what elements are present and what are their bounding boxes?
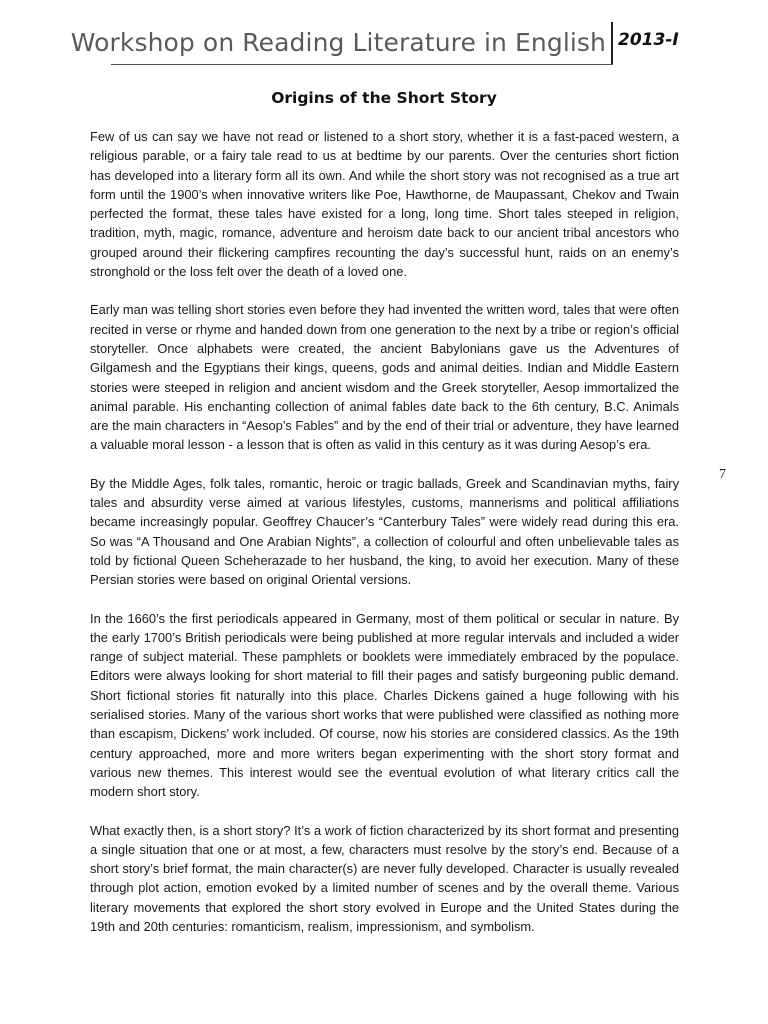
- page-header: [0, 0, 768, 70]
- header-title: Workshop on Reading Literature in English: [70, 28, 606, 57]
- page-number: 7: [719, 467, 726, 482]
- header-divider: [611, 22, 613, 64]
- paragraph-5: What exactly then, is a short story? It’s a work of fiction characterized by its short format and presenting a single situation that one or at most, a few, characters must resolve by the story’s end. Because of a short story’s brief format, the main character(s) are never fully developed. Character is usually revealed through plot action, emotion evoked by a limited number of scenes and by the overall theme. Various literary movements that explored the short story evolved in Europe and the United States during the 19th and 20th centuries: romanticism, realism, impressionism, and symbolism.: [90, 822, 679, 934]
- paragraph-2: Early man was telling short stories even before they had invented the written word, tales that were often recited in verse or rhyme and handed down from one generation to the next by a tribe or region’s official storyteller. Once alphabets were created, the ancient Babylonians gave us the Adventures of Gilgamesh and the Egyptians their kings, queens, gods and animal deities. Indian and Middle Eastern stories were steeped in religion and ancient wisdom and the Greek storyteller, Aesop immortalized the animal parable. His enchanting collection of animal fables date back to the 6th century, B.C. Animals are the main characters in “Aesop’s Fables” and by the end of their trial or adventure, they have learned a valuable moral lesson - a lesson that is often as valid in this century as it was during Aesop’s era.: [90, 302, 679, 453]
- paragraph-1: Few of us can say we have not read or listened to a short story, whether it is a fast-paced western, a religious parable, or a fairy tale read to us at bedtime by our parents. Over the centuries short fiction has developed into a literary form all its own. And while the short story was not recognised as a true art form until the 1900’s when innovative writers like Poe, Hawthorne, de Maupassant, Chekov and Twain perfected the format, these tales have existed for a long, long time. Short tales steeped in religion, tradition, myth, magic, romance, adventure and heroism date back to our ancient tribal ancestors who grouped around their flickering campfires recounting the day’s successful hunt, raids on an enemy’s stronghold or the loss felt over the death of a loved one.: [90, 129, 679, 280]
- paragraph-4: In the 1660’s the first periodicals appeared in Germany, most of them political or secular in nature. By the early 1700’s British periodicals were being published at more regular intervals and included a wider range of subject material. These pamphlets or booklets were immediately embraced by the populace. Editors were always looking for short material to fill their pages and satisfy burgeoning public demand. Short fictional stories fit naturally into this place. Charles Dickens gained a huge following with his serialised stories. Many of the various short works that were published were classified as nothing more than escapism, Dickens’ work included. Of course, now his stories are considered classics. As the 19th century approached, more and more writers began experimenting with the short story format and various new themes. This interest would see the eventual evolution of what literary critics call the modern short story.: [90, 610, 679, 800]
- document-title: Origins of the Short Story: [271, 89, 497, 107]
- document-body: [90, 127, 679, 955]
- header-underline: [111, 64, 613, 65]
- header-year: 2013-I: [618, 30, 679, 50]
- paragraph-3: By the Middle Ages, folk tales, romantic, heroic or tragic ballads, Greek and Scandinavian myths, fairy tales and absurdity verse aimed at various lifestyles, customs, mannerisms and political affiliations became increasingly popular. Geoffrey Chaucer’s “Canterbury Tales” were widely read during this era. So was “A Thousand and One Arabian Nights”, a collection of colourful and often unbelievable tales as told by fictional Queen Scheherazade to her husband, the king, to avoid her execution. Many of these Persian stories were based on original Oriental versions.: [90, 475, 679, 588]
